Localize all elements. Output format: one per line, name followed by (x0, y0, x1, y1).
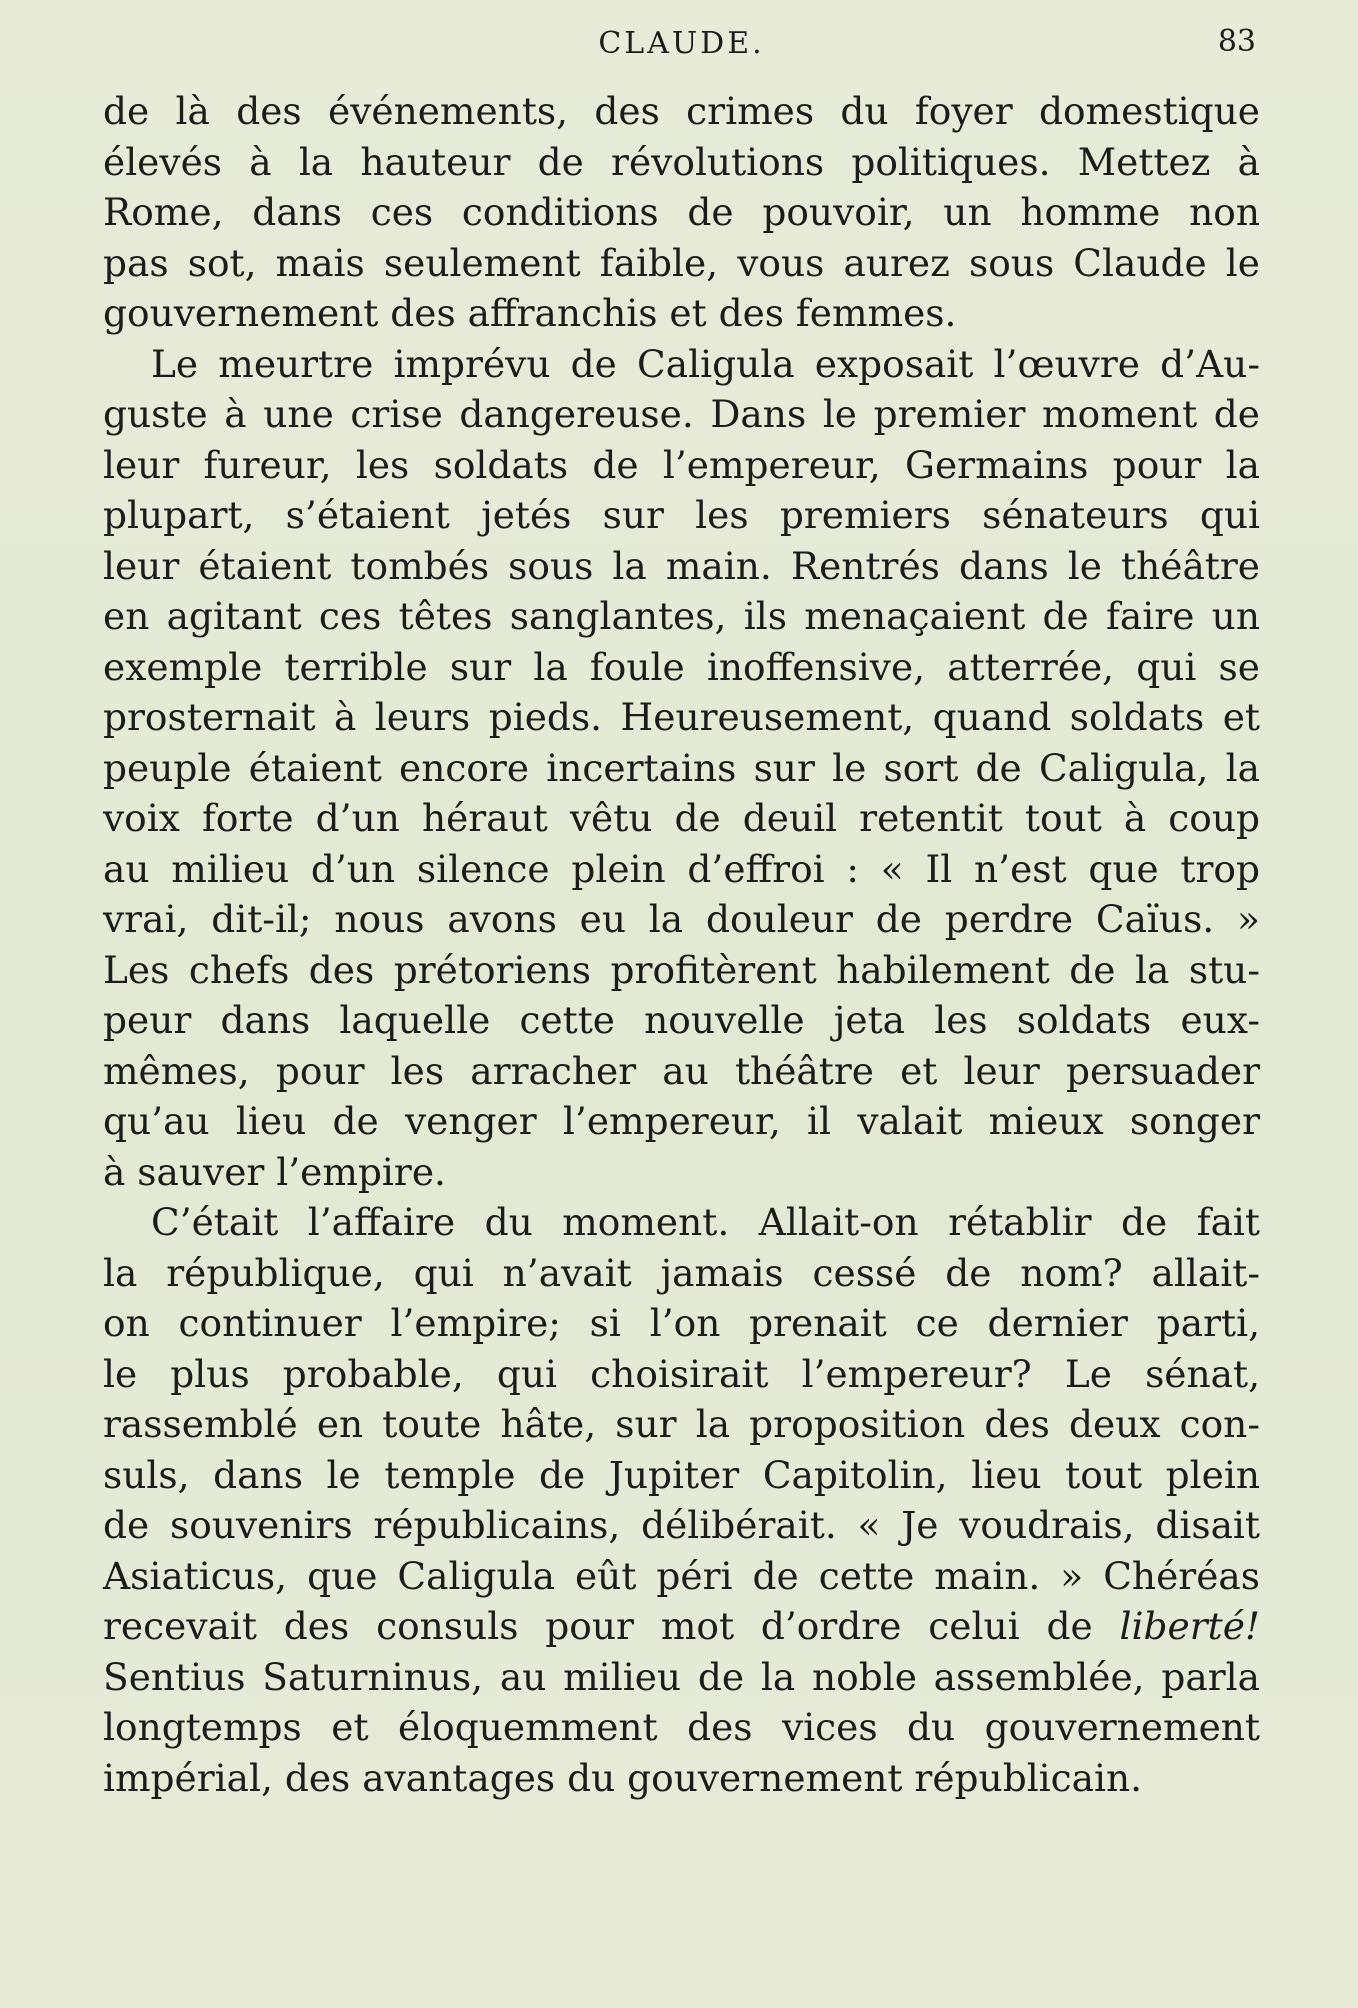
text-line: impérial, des avantages du gouvernement républicain. (103, 1755, 1143, 1800)
text-line: le plus probable, qui choisirait l’empereur? Le sénat, (103, 1351, 1260, 1396)
text-line: voix forte d’un héraut vêtu de deuil retentit tout à coup (103, 796, 1260, 840)
text-line: pas sot, mais seulement faible, vous aurez sous Claude le (103, 240, 1260, 285)
text-line: leur étaient tombés sous la main. Rentrés dans le théâtre (103, 543, 1260, 588)
text-segment: recevait des consuls pour mot d’ordre celui de (103, 1604, 1093, 1648)
text-line: Le meurtre imprévu de Caligula exposait l’œuvre d’Au- (151, 341, 1260, 386)
text-line: mêmes, pour les arracher au théâtre et leur persuader (103, 1048, 1260, 1093)
text-line: Les chefs des prétoriens profitèrent habilement de la stu- (103, 947, 1260, 992)
body-text (103, 86, 1260, 1803)
italic-word: liberté! (1119, 1604, 1260, 1648)
page-number: 83 (1217, 24, 1256, 59)
text-line: suls, dans le temple de Jupiter Capitolin, lieu tout plein (103, 1452, 1260, 1497)
text-line: qu’au lieu de venger l’empereur, il valait mieux songer (103, 1099, 1260, 1143)
text-line: exemple terrible sur la foule inoffensive, atterrée, qui se (103, 644, 1260, 689)
text-line: Rome, dans ces conditions de pouvoir, un homme non (103, 190, 1260, 234)
running-title: CLAUDE. (598, 26, 765, 61)
text-line: de souvenirs républicains, délibérait. « Je voudrais, disait (103, 1503, 1260, 1547)
text-line: longtemps et éloquemment des vices du gouvernement (103, 1705, 1260, 1749)
text-line: Asiaticus, que Caligula eût péri de cette main. » Chéréas (103, 1553, 1260, 1598)
text-line: en agitant ces têtes sanglantes, ils menaçaient de faire un (103, 594, 1260, 638)
paragraph-1 (103, 86, 1260, 339)
text-line: Sentius Saturninus, au milieu de la noble assemblée, parla (103, 1654, 1260, 1699)
text-line-with-italic (103, 1601, 1260, 1652)
text-line: élevés à la hauteur de révolutions politiques. Mettez à (103, 139, 1260, 184)
text-line: leur fureur, les soldats de l’empereur, Germains pour la (103, 442, 1260, 487)
text-line: on continuer l’empire; si l’on prenait ce dernier parti, (103, 1301, 1260, 1345)
text-line: au milieu d’un silence plein d’effroi : « Il n’est que trop (103, 846, 1260, 891)
paragraph-2 (103, 339, 1260, 1198)
text-line: prosternait à leurs pieds. Heureusement, quand soldats et (103, 695, 1260, 739)
text-line: à sauver l’empire. (103, 1149, 446, 1194)
text-line: rassemblé en toute hâte, sur la proposition des deux con- (103, 1402, 1260, 1446)
text-line: la république, qui n’avait jamais cessé de nom? allait- (103, 1250, 1260, 1295)
text-line: de là des événements, des crimes du foyer domestique (103, 89, 1260, 133)
text-line: gouvernement des affranchis et des femmes. (103, 291, 957, 335)
paragraph-3 (103, 1197, 1260, 1803)
text-line: vrai, dit-il; nous avons eu la douleur de perdre Caïus. » (103, 897, 1260, 941)
text-line: peur dans laquelle cette nouvelle jeta les soldats eux- (103, 998, 1260, 1042)
text-line: guste à une crise dangereuse. Dans le premier moment de (103, 392, 1260, 436)
text-line: peuple étaient encore incertains sur le sort de Caligula, la (103, 745, 1260, 790)
text-line: C’était l’affaire du moment. Allait-on rétablir de fait (151, 1200, 1260, 1244)
running-head (103, 0, 1260, 86)
text-line: plupart, s’étaient jetés sur les premiers sénateurs qui (103, 493, 1260, 537)
